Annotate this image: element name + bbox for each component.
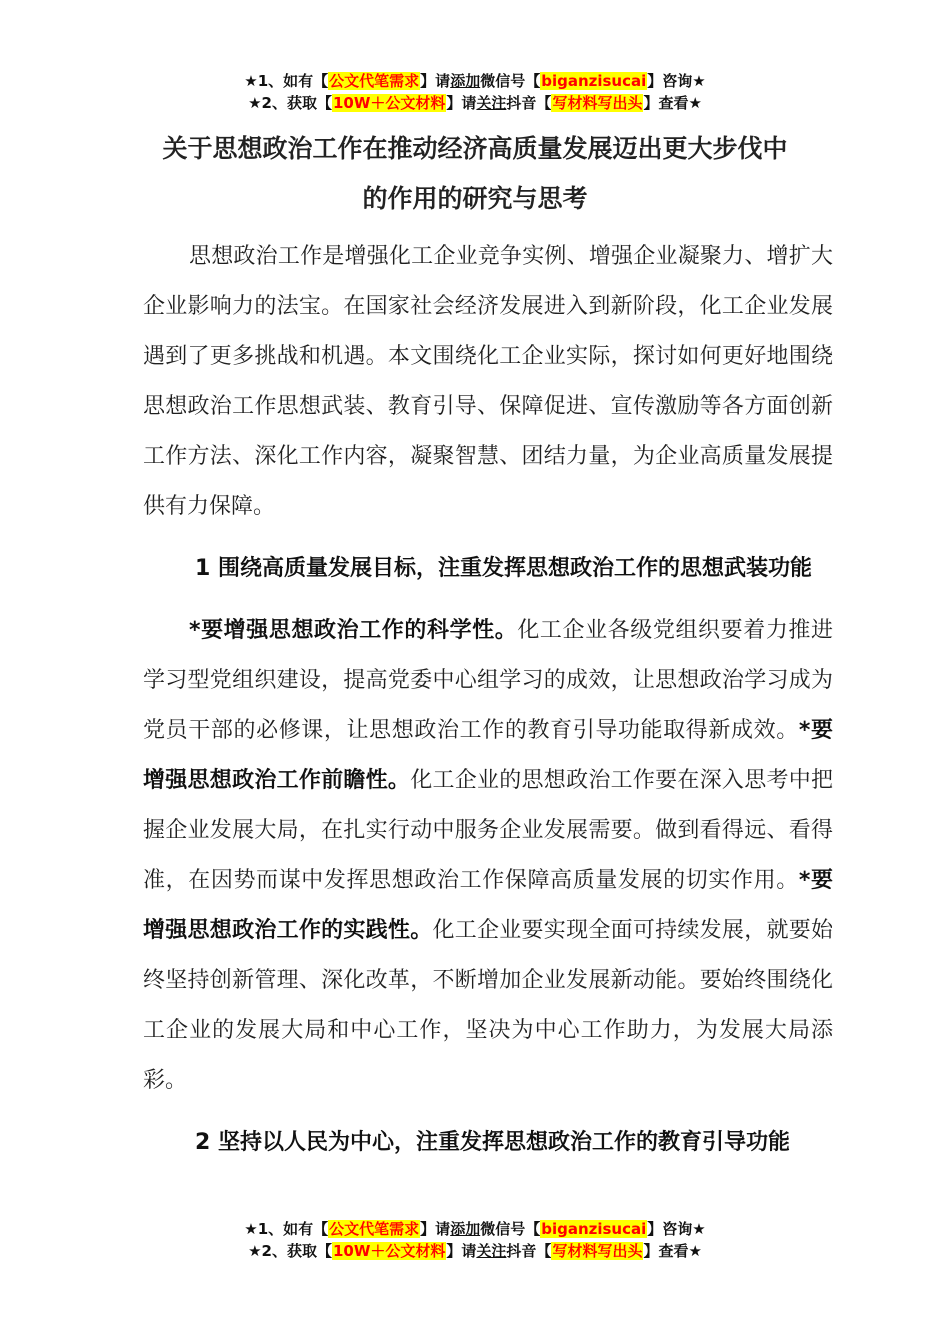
promo-underline: 关注 bbox=[476, 1242, 507, 1260]
promo-text: 】咨询★ bbox=[647, 72, 706, 90]
bold-lead: *要增强思想政治工作前瞻性。 bbox=[143, 718, 833, 793]
promo-line-2 bbox=[0, 92, 950, 114]
promo-text: 微信号【 bbox=[480, 72, 541, 90]
promo-highlight: 公文代笔需求 bbox=[329, 72, 420, 90]
promo-text: ★2、获取【 bbox=[248, 94, 332, 112]
promo-line-1 bbox=[0, 1218, 950, 1240]
body-text: 化工企业要实现全面可持续发展，就要始终坚持创新管理、深化改革，不断增加企业发展新动能。要始终围绕化工企业的发展大局和中心工作，坚决为中心工作助力，为发展大局添彩。 bbox=[143, 918, 833, 1093]
section-2-heading: 2 坚持以人民为中心，注重发挥思想政治工作的教育引导功能 bbox=[195, 1130, 790, 1155]
promo-highlight: 10W＋公文材料 bbox=[332, 94, 446, 112]
intro-paragraph: 思想政治工作是增强化工企业竞争实例、增强企业凝聚力、增扩大企业影响力的法宝。在国家社会经济发展进入到新阶段，化工企业发展遇到了更多挑战和机遇。本文围绕化工企业实际，探讨如何更好地围绕思想政治工作思想武装、教育引导、保障促进、宣传激励等各方面创新工作方法、深化工作内容，凝聚智慧、团结力量，为企业高质量发展提供有力保障。 bbox=[143, 244, 833, 519]
promo-text: ★1、如有【 bbox=[244, 72, 329, 90]
promo-text: ★1、如有【 bbox=[244, 1220, 329, 1238]
section-1-paragraph bbox=[143, 606, 833, 1106]
promo-highlight: 10W＋公文材料 bbox=[332, 1242, 446, 1260]
promo-text: 】请 bbox=[420, 1220, 451, 1238]
douyin-account: 写材料写出头 bbox=[552, 94, 643, 112]
promo-banner-bottom bbox=[0, 1218, 950, 1262]
bold-lead: *要增强思想政治工作的科学性。 bbox=[189, 618, 518, 643]
promo-text: 】请 bbox=[420, 72, 451, 90]
bold-lead: *要增强思想政治工作的实践性。 bbox=[143, 868, 833, 943]
title-line-1: 关于思想政治工作在推动经济高质量发展迈出更大步伐中 bbox=[162, 134, 788, 163]
promo-text: 抖音【 bbox=[506, 1242, 552, 1260]
promo-line-1 bbox=[0, 70, 950, 92]
title-line-2: 的作用的研究与思考 bbox=[362, 184, 588, 213]
document-body bbox=[143, 232, 833, 1168]
promo-text: 】请 bbox=[446, 1242, 477, 1260]
promo-text: 】查看★ bbox=[643, 1242, 702, 1260]
promo-highlight: 公文代笔需求 bbox=[329, 1220, 420, 1238]
promo-text: 】请 bbox=[446, 94, 477, 112]
promo-text: ★2、获取【 bbox=[248, 1242, 332, 1260]
promo-text: 】咨询★ bbox=[647, 1220, 706, 1238]
wechat-id: biganzisucai bbox=[541, 1220, 647, 1238]
promo-line-2 bbox=[0, 1240, 950, 1262]
promo-text: 抖音【 bbox=[506, 94, 552, 112]
document-title bbox=[0, 124, 950, 224]
promo-underline: 添加 bbox=[450, 72, 481, 90]
promo-text: 】查看★ bbox=[643, 94, 702, 112]
douyin-account: 写材料写出头 bbox=[552, 1242, 643, 1260]
wechat-id: biganzisucai bbox=[541, 72, 647, 90]
promo-banner-top bbox=[0, 70, 950, 114]
promo-underline: 关注 bbox=[476, 94, 507, 112]
section-1-heading: 1 围绕高质量发展目标，注重发挥思想政治工作的思想武装功能 bbox=[195, 556, 812, 581]
body-text: 化工企业各级党组织要着力推进学习型党组织建设，提高党委中心组学习的成效，让思想政治学习成为党员干部的必修课，让思想政治工作的教育引导功能取得新成效。 bbox=[143, 618, 833, 743]
body-text: 化工企业的思想政治工作要在深入思考中把握企业发展大局，在扎实行动中服务企业发展需要。做到看得远、看得准，在因势而谋中发挥思想政治工作保障高质量发展的切实作用。 bbox=[143, 768, 833, 893]
promo-text: 微信号【 bbox=[480, 1220, 541, 1238]
promo-underline: 添加 bbox=[450, 1220, 481, 1238]
